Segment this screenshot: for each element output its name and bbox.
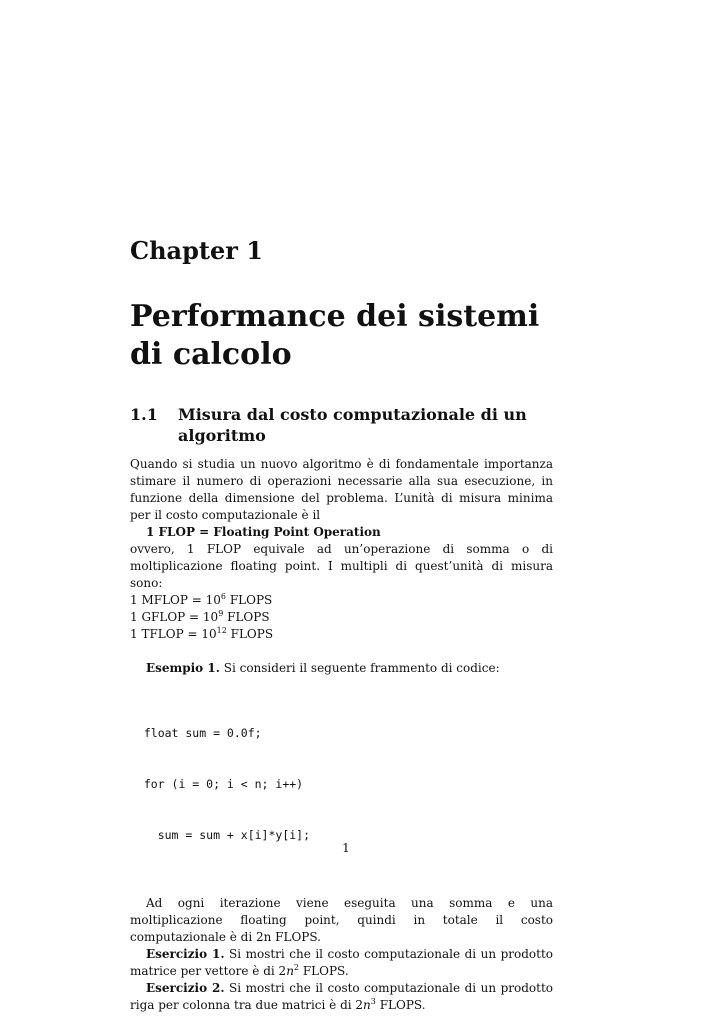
example-1 — [130, 660, 553, 677]
flop-explanation: ovvero, 1 FLOP equivale ad un’operazione di somma o di moltiplicazione floating point. I multipli di quest’unità di misura sono: — [130, 542, 553, 590]
exercise-suffix: FLOPS. — [375, 998, 426, 1012]
unit-exponent: 12 — [216, 626, 227, 635]
unit-label: 1 TFLOP = 10 — [130, 627, 217, 641]
after-code-paragraph: Ad ogni iterazione viene eseguita una somma e una moltiplicazione floating point, quindi in totale il costo computazionale è di 2n FLOPS. — [130, 896, 553, 944]
unit-suffix: FLOPS — [226, 627, 274, 641]
exercise-text: Si mostri che il costo computazionale di un prodotto matrice per vettore è di 2 — [130, 947, 553, 978]
chapter-title: Performance dei sistemi di calcolo — [130, 299, 540, 372]
math-variable: n — [286, 964, 294, 978]
math-exponent: 3 — [370, 997, 376, 1006]
unit-suffix: FLOPS — [223, 610, 270, 624]
exercise-text: Si mostri che il costo computazionale di un prodotto riga per colonna tra due matrici è di 2 — [130, 981, 553, 1012]
section-number: 1.1 — [130, 405, 158, 424]
exercise-2 — [130, 980, 553, 1014]
unit-exponent: 9 — [218, 609, 224, 618]
unit-exponent: 6 — [220, 592, 226, 601]
page-content — [130, 237, 553, 1014]
flop-definition: 1 FLOP = Floating Point Operation — [146, 525, 381, 539]
page-number: 1 — [342, 841, 350, 855]
exercise-1 — [130, 946, 553, 980]
exercise-lead: Esercizio 1. — [146, 947, 225, 961]
unit-mflop — [130, 592, 553, 609]
code-line: for (i = 0; i < n; i++) — [130, 777, 304, 791]
math-exponent: 2 — [293, 963, 300, 972]
math-variable: n — [363, 998, 371, 1012]
unit-gflop — [130, 609, 553, 626]
code-line: float sum = 0.0f; — [130, 726, 262, 740]
unit-suffix: FLOPS — [226, 593, 273, 607]
code-line: sum = sum + x[i]*y[i]; — [130, 828, 311, 842]
unit-label: 1 GFLOP = 10 — [130, 610, 219, 624]
units-list — [130, 592, 553, 643]
exercise-lead: Esercizio 2. — [146, 981, 225, 995]
section-heading — [130, 404, 553, 446]
unit-tflop — [130, 626, 553, 643]
example-text: Si consideri il seguente frammento di codice: — [219, 661, 500, 675]
intro-paragraph: Quando si studia un nuovo algoritmo è di fondamentale importanza stimare il numero di operazioni necessarie alla sua esecuzione, in funzione della dimensione del problema. L’unità di misura minima per il costo computazionale è il — [130, 457, 553, 522]
example-lead: Esempio 1. — [146, 661, 220, 675]
section-title: Misura dal costo computazionale di un algoritmo — [178, 405, 527, 445]
unit-label: 1 MFLOP = 10 — [130, 593, 221, 607]
chapter-label: Chapter 1 — [130, 236, 263, 265]
exercise-suffix: FLOPS. — [299, 964, 349, 978]
